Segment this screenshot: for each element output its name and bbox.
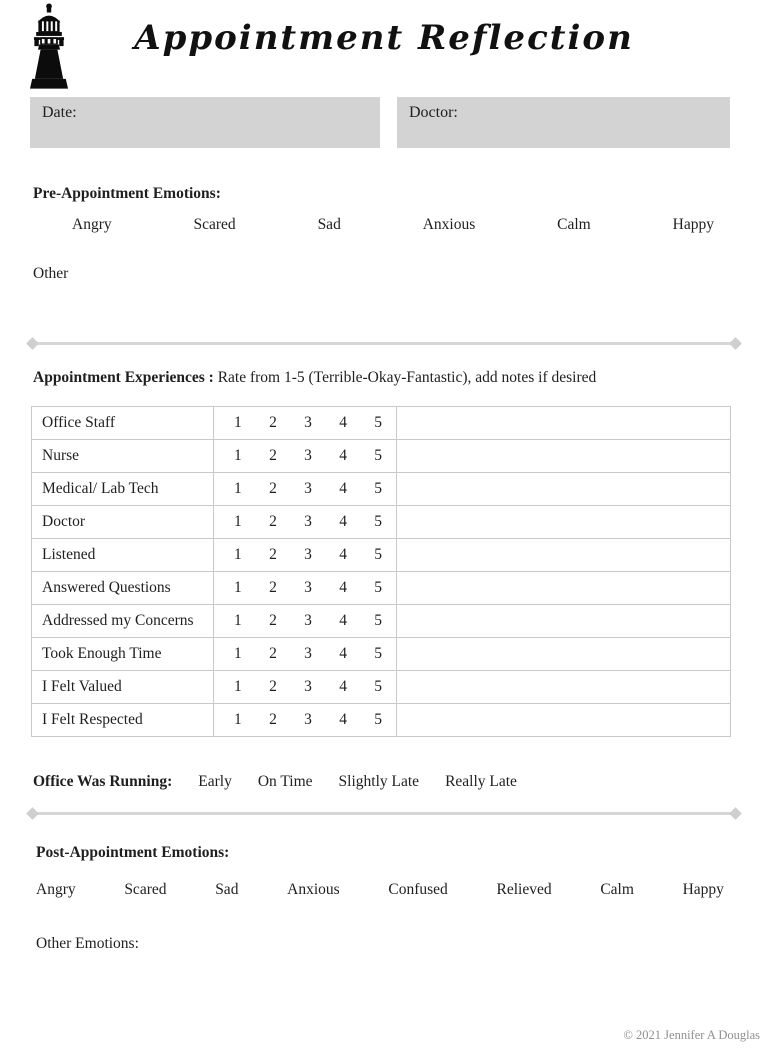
rating-1[interactable]: 1 bbox=[234, 645, 242, 662]
rating-4[interactable]: 4 bbox=[339, 579, 347, 596]
rating-1[interactable]: 1 bbox=[234, 612, 242, 629]
table-row bbox=[32, 704, 731, 737]
rating-2[interactable]: 2 bbox=[269, 480, 277, 497]
section-divider bbox=[30, 338, 738, 348]
experiences-heading bbox=[33, 369, 730, 387]
diamond-icon bbox=[26, 337, 39, 350]
emotion-option-anxious[interactable]: Anxious bbox=[422, 216, 476, 233]
rating-1[interactable]: 1 bbox=[234, 579, 242, 596]
emotion-option-calm[interactable]: Calm bbox=[600, 881, 634, 898]
pre-other-writein[interactable] bbox=[33, 265, 768, 283]
office-option-slightly-late[interactable]: Slightly Late bbox=[338, 773, 420, 790]
rating-3[interactable]: 3 bbox=[304, 678, 312, 695]
pre-emotions-row bbox=[72, 216, 714, 234]
rating-3[interactable]: 3 bbox=[304, 414, 312, 431]
office-option-on-time[interactable]: On Time bbox=[257, 773, 313, 790]
experience-label: Nurse bbox=[32, 440, 214, 473]
date-field[interactable] bbox=[30, 97, 380, 148]
rating-5[interactable]: 5 bbox=[374, 711, 382, 728]
rating-cell bbox=[214, 671, 397, 704]
rating-1[interactable]: 1 bbox=[234, 414, 242, 431]
post-other-label: Other Emotions: bbox=[36, 935, 139, 952]
rating-1[interactable]: 1 bbox=[234, 711, 242, 728]
experience-label: I Felt Respected bbox=[32, 704, 214, 737]
rating-5[interactable]: 5 bbox=[374, 678, 382, 695]
rating-4[interactable]: 4 bbox=[339, 711, 347, 728]
rating-1[interactable]: 1 bbox=[234, 480, 242, 497]
rating-3[interactable]: 3 bbox=[304, 513, 312, 530]
table-row bbox=[32, 440, 731, 473]
rating-1[interactable]: 1 bbox=[234, 546, 242, 563]
experience-label: Medical/ Lab Tech bbox=[32, 473, 214, 506]
rating-5[interactable]: 5 bbox=[374, 513, 382, 530]
rating-4[interactable]: 4 bbox=[339, 447, 347, 464]
fields-row bbox=[30, 97, 730, 148]
rating-2[interactable]: 2 bbox=[269, 612, 277, 629]
rating-2[interactable]: 2 bbox=[269, 579, 277, 596]
rating-cell bbox=[214, 605, 397, 638]
divider-line bbox=[35, 812, 733, 815]
diamond-icon bbox=[729, 337, 742, 350]
rating-3[interactable]: 3 bbox=[304, 579, 312, 596]
table-row bbox=[32, 539, 731, 572]
rating-4[interactable]: 4 bbox=[339, 513, 347, 530]
rating-2[interactable]: 2 bbox=[269, 546, 277, 563]
rating-4[interactable]: 4 bbox=[339, 645, 347, 662]
emotion-option-happy[interactable]: Happy bbox=[672, 216, 714, 233]
diamond-icon bbox=[26, 807, 39, 820]
doctor-field[interactable] bbox=[397, 97, 730, 148]
rating-1[interactable]: 1 bbox=[234, 447, 242, 464]
table-row bbox=[32, 473, 731, 506]
table-row bbox=[32, 407, 731, 440]
emotion-option-scared[interactable]: Scared bbox=[193, 216, 236, 233]
rating-3[interactable]: 3 bbox=[304, 546, 312, 563]
experiences-table bbox=[31, 406, 731, 737]
rating-5[interactable]: 5 bbox=[374, 414, 382, 431]
notes-cell[interactable] bbox=[397, 440, 731, 473]
pre-emotions-heading: Pre-Appointment Emotions: bbox=[33, 185, 221, 202]
office-running-label: Office Was Running: bbox=[33, 773, 173, 790]
rating-4[interactable]: 4 bbox=[339, 678, 347, 695]
rating-2[interactable]: 2 bbox=[269, 678, 277, 695]
table-row bbox=[32, 671, 731, 704]
notes-cell[interactable] bbox=[397, 407, 731, 440]
emotion-option-angry[interactable]: Angry bbox=[36, 881, 76, 898]
rating-3[interactable]: 3 bbox=[304, 645, 312, 662]
emotion-option-calm[interactable]: Calm bbox=[557, 216, 591, 233]
rating-1[interactable]: 1 bbox=[234, 678, 242, 695]
rating-3[interactable]: 3 bbox=[304, 447, 312, 464]
emotion-option-sad[interactable]: Sad bbox=[215, 881, 239, 898]
notes-cell[interactable] bbox=[397, 605, 731, 638]
rating-4[interactable]: 4 bbox=[339, 612, 347, 629]
pre-other-label: Other bbox=[33, 265, 69, 282]
notes-cell[interactable] bbox=[397, 704, 731, 737]
rating-cell bbox=[214, 506, 397, 539]
rating-5[interactable]: 5 bbox=[374, 447, 382, 464]
copyright-text: © 2021 Jennifer A Douglas bbox=[623, 1028, 760, 1042]
rating-cell bbox=[214, 539, 397, 572]
rating-2[interactable]: 2 bbox=[269, 447, 277, 464]
experiences-heading-bold: Appointment Experiences : bbox=[33, 369, 214, 386]
table-row bbox=[32, 572, 731, 605]
emotion-option-anxious[interactable]: Anxious bbox=[287, 881, 340, 898]
rating-cell bbox=[214, 704, 397, 737]
emotion-option-angry[interactable]: Angry bbox=[72, 216, 112, 233]
notes-cell[interactable] bbox=[397, 671, 731, 704]
rating-3[interactable]: 3 bbox=[304, 711, 312, 728]
page-title: Appointment Reflection bbox=[134, 18, 634, 58]
experience-label: I Felt Valued bbox=[32, 671, 214, 704]
table-row bbox=[32, 638, 731, 671]
rating-4[interactable]: 4 bbox=[339, 414, 347, 431]
notes-cell[interactable] bbox=[397, 506, 731, 539]
notes-cell[interactable] bbox=[397, 572, 731, 605]
rating-4[interactable]: 4 bbox=[339, 480, 347, 497]
office-option-really-late[interactable]: Really Late bbox=[445, 773, 517, 790]
rating-3[interactable]: 3 bbox=[304, 612, 312, 629]
rating-2[interactable]: 2 bbox=[269, 711, 277, 728]
experience-label: Took Enough Time bbox=[32, 638, 214, 671]
table-row bbox=[32, 506, 731, 539]
experiences-heading-rest: Rate from 1-5 (Terrible-Okay-Fantastic), add notes if desired bbox=[213, 369, 597, 386]
rating-2[interactable]: 2 bbox=[269, 645, 277, 662]
rating-cell bbox=[214, 407, 397, 440]
post-emotions-heading: Post-Appointment Emotions: bbox=[36, 844, 230, 861]
date-label: Date: bbox=[42, 104, 77, 121]
experience-label: Doctor bbox=[32, 506, 214, 539]
rating-cell bbox=[214, 638, 397, 671]
rating-5[interactable]: 5 bbox=[374, 645, 382, 662]
post-emotions-row bbox=[36, 881, 724, 899]
rating-2[interactable]: 2 bbox=[269, 414, 277, 431]
rating-cell bbox=[214, 473, 397, 506]
post-other-writein[interactable] bbox=[36, 935, 768, 953]
experience-label: Answered Questions bbox=[32, 572, 214, 605]
page-header bbox=[0, 0, 768, 97]
emotion-option-happy[interactable]: Happy bbox=[682, 881, 724, 898]
rating-5[interactable]: 5 bbox=[374, 579, 382, 596]
rating-1[interactable]: 1 bbox=[234, 513, 242, 530]
notes-cell[interactable] bbox=[397, 638, 731, 671]
diamond-icon bbox=[729, 807, 742, 820]
table-row bbox=[32, 605, 731, 638]
rating-5[interactable]: 5 bbox=[374, 546, 382, 563]
rating-5[interactable]: 5 bbox=[374, 612, 382, 629]
divider-line bbox=[35, 342, 733, 345]
rating-cell bbox=[214, 440, 397, 473]
rating-3[interactable]: 3 bbox=[304, 480, 312, 497]
experience-label: Listened bbox=[32, 539, 214, 572]
notes-cell[interactable] bbox=[397, 539, 731, 572]
doctor-label: Doctor: bbox=[409, 104, 458, 121]
emotion-option-sad[interactable]: Sad bbox=[317, 216, 341, 233]
lighthouse-icon bbox=[26, 2, 72, 92]
emotion-option-relieved[interactable]: Relieved bbox=[496, 881, 552, 898]
rating-5[interactable]: 5 bbox=[374, 480, 382, 497]
emotion-option-confused[interactable]: Confused bbox=[388, 881, 448, 898]
rating-2[interactable]: 2 bbox=[269, 513, 277, 530]
notes-cell[interactable] bbox=[397, 473, 731, 506]
experience-label: Addressed my Concerns bbox=[32, 605, 214, 638]
office-running-row bbox=[33, 773, 768, 791]
rating-4[interactable]: 4 bbox=[339, 546, 347, 563]
rating-cell bbox=[214, 572, 397, 605]
emotion-option-scared[interactable]: Scared bbox=[124, 881, 167, 898]
section-divider bbox=[30, 808, 738, 818]
office-option-early[interactable]: Early bbox=[198, 773, 232, 790]
experience-label: Office Staff bbox=[32, 407, 214, 440]
